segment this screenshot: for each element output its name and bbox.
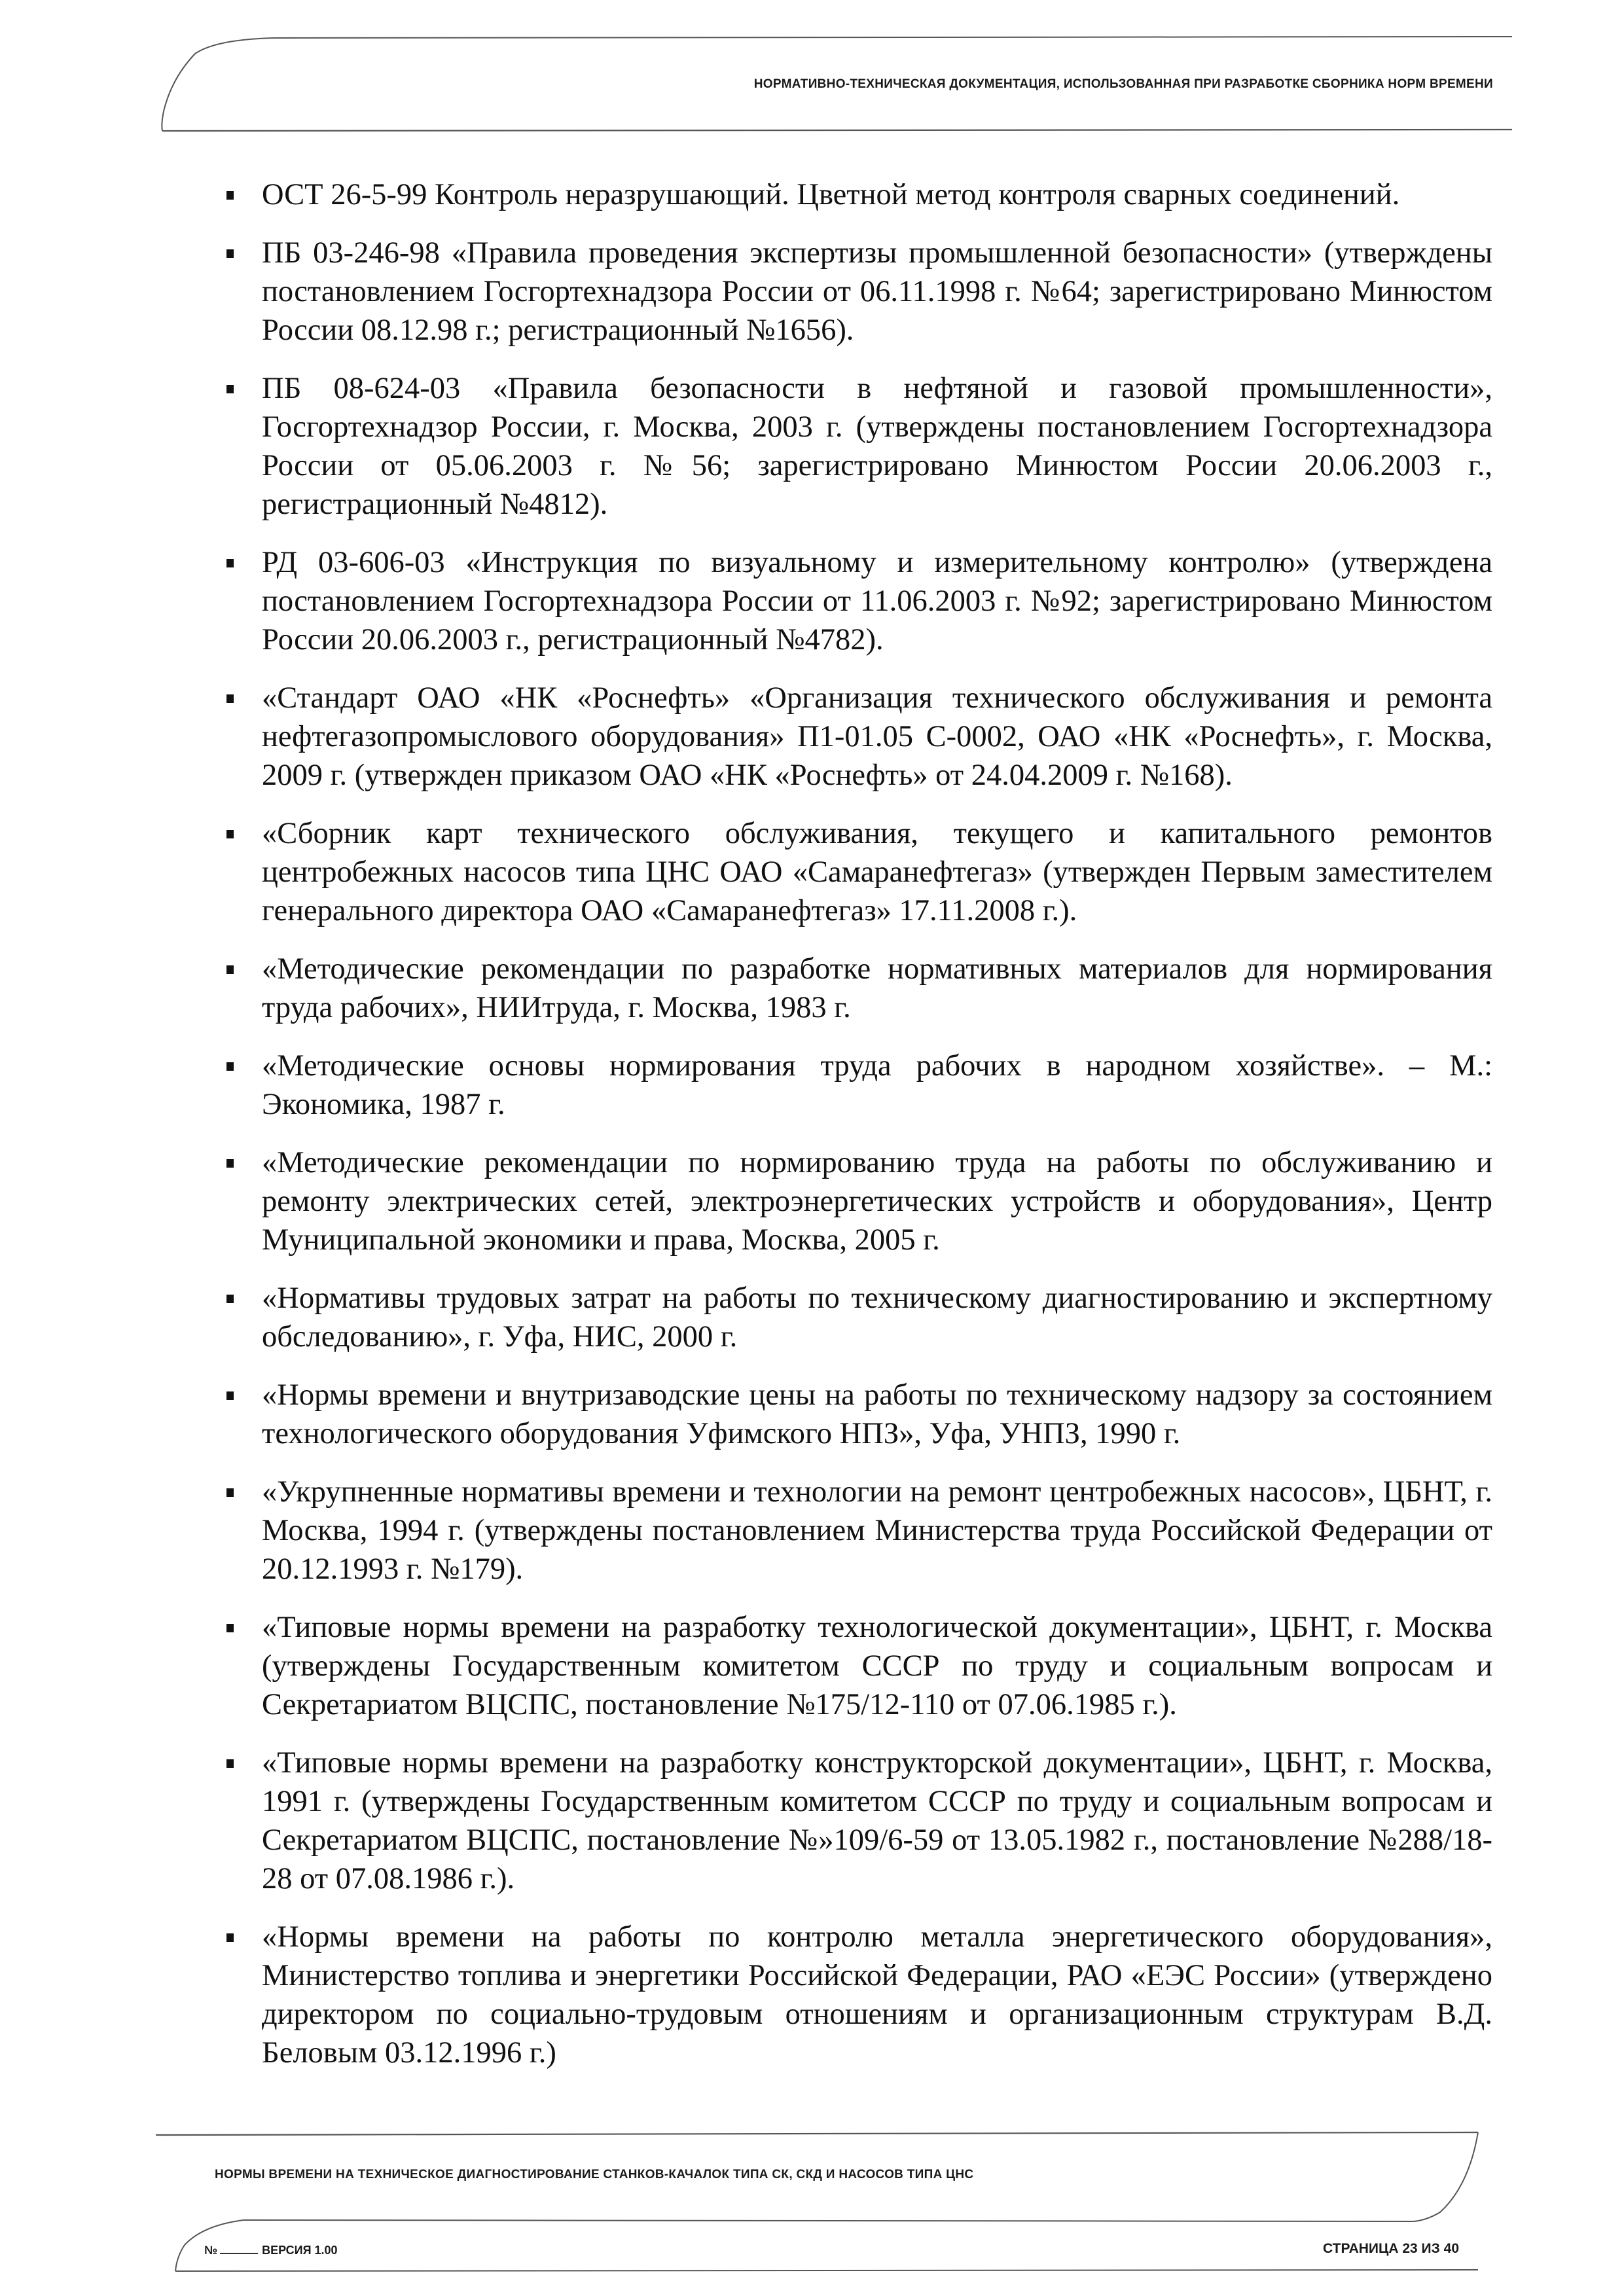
list-item-text: «Методические рекомендации по нормированию труда на работы по обслуживанию и ремонту электрических сетей, электроэнергетических устройств и оборудования», Центр Муниципальной экономики и права, Москва, 2005 г. xyxy=(262,1146,1492,1257)
bullet-icon xyxy=(226,1391,234,1400)
list-item xyxy=(262,1918,1492,2072)
list-item xyxy=(262,679,1492,795)
bullet-icon xyxy=(226,1624,234,1632)
list-item-text: «Стандарт ОАО «НК «Роснефть» «Организация технического обслуживания и ремонта нефтегазопромыслового оборудования» П1-01.05 С-0002, ОАО «НК «Роснефть», г. Москва, 2009 г. (утвержден приказом ОАО «НК «Роснефть» от 24.04.2009 г. №168). xyxy=(262,681,1492,792)
header-frame-bottom-line xyxy=(162,130,1512,131)
list-item xyxy=(262,1376,1492,1453)
footer-version xyxy=(204,2244,338,2257)
footer-frame-top-line xyxy=(156,2132,1478,2135)
bullet-icon xyxy=(226,1295,234,1303)
footer-frame-middle-line xyxy=(244,2220,1414,2221)
list-item-text: «Методические рекомендации по разработке нормативных материалов для нормирования труда рабочих», НИИтруда, г. Москва, 1983 г. xyxy=(262,952,1492,1024)
bullet-icon xyxy=(226,191,234,200)
list-item-text: «Типовые нормы времени на разработку конструкторской документации», ЦБНТ, г. Москва, 1991 г. (утверждены Государственным комитетом СССР по труду и социальным вопросам и Секретариатом ВЦСПС, постановление №»109/6-59 от 13.05.1982 г., постановление №288/18-28 от 07.08.1986 г.). xyxy=(262,1746,1492,1895)
footer-title: НОРМЫ ВРЕМЕНИ НА ТЕХНИЧЕСКОЕ ДИАГНОСТИРОВАНИЕ СТАНКОВ-КАЧАЛОК ТИПА СК, СКД И НАСОСОВ ТИПА ЦНС xyxy=(215,2168,974,2181)
list-item xyxy=(262,234,1492,350)
bullet-icon xyxy=(226,694,234,703)
list-item xyxy=(262,1047,1492,1124)
bullet-icon xyxy=(226,1933,234,1942)
footer-frame-right-curve xyxy=(1414,2132,1478,2221)
bullet-icon xyxy=(226,1159,234,1168)
bullet-icon xyxy=(226,830,234,838)
footer-frame-bottom-line xyxy=(175,2270,1478,2271)
footer-frame xyxy=(0,2081,1624,2296)
list-item-text: «Нормы времени на работы по контролю металла энергетического оборудования», Министерство топлива и энергетики Российской Федерации, РАО «ЕЭС России» (утверждено директором по социально-трудовым отношениям и организационным структурам В.Д. Беловым 03.12.1996 г.) xyxy=(262,1920,1492,2070)
list-item-text: «Методические основы нормирования труда рабочих в народном хозяйстве». – М.: Экономика, 1987 г. xyxy=(262,1049,1492,1121)
list-item-text: ОСТ 26-5-99 Контроль неразрушающий. Цветной метод контроля сварных соединений. xyxy=(262,178,1400,211)
bullet-icon xyxy=(226,1488,234,1497)
bullet-icon xyxy=(226,249,234,258)
list-item-text: «Нормы времени и внутризаводские цены на работы по техническому надзору за состоянием технологического оборудования Уфимского НПЗ», Уфа, УНПЗ, 1990 г. xyxy=(262,1378,1492,1450)
bullet-icon xyxy=(226,1759,234,1768)
header-frame-left-curve xyxy=(162,54,195,131)
header-frame-top-line xyxy=(195,37,1512,54)
bullet-icon xyxy=(226,965,234,974)
list-item xyxy=(262,543,1492,659)
reference-list xyxy=(262,175,1492,2072)
list-item xyxy=(262,369,1492,524)
list-item-text: ПБ 08-624-03 «Правила безопасности в нефтяной и газовой промышленности», Госгортехнадзор России, г. Москва, 2003 г. (утверждены постановлением Госгортехнадзора России от 05.06.2003 г. №56; зарегистрировано Минюстом России 20.06.2003 г., регистрационный №4812). xyxy=(262,372,1492,521)
document-number-label: № xyxy=(204,2244,218,2257)
list-item xyxy=(262,175,1492,214)
document-body xyxy=(262,175,1492,2092)
list-item-text: «Нормативы трудовых затрат на работы по техническому диагностированию и экспертному обследованию», г. Уфа, НИС, 2000 г. xyxy=(262,1282,1492,1354)
version-label: ВЕРСИЯ 1.00 xyxy=(262,2244,338,2257)
list-item xyxy=(262,1143,1492,1259)
header-title: НОРМАТИВНО-ТЕХНИЧЕСКАЯ ДОКУМЕНТАЦИЯ, ИСПОЛЬЗОВАННАЯ ПРИ РАЗРАБОТКЕ СБОРНИКА НОРМ ВРЕМЕНИ xyxy=(753,77,1493,91)
list-item xyxy=(262,1473,1492,1588)
list-item xyxy=(262,1608,1492,1724)
list-item xyxy=(262,814,1492,930)
bullet-icon xyxy=(226,559,234,567)
list-item-text: «Укрупненные нормативы времени и технологии на ремонт центробежных насосов», ЦБНТ, г. Москва, 1994 г. (утверждены постановлением Министерства труда Российской Федерации от 20.12.1993 г. №179). xyxy=(262,1475,1492,1586)
list-item-text: РД 03-606-03 «Инструкция по визуальному и измерительному контролю» (утверждена постановлением Госгортехнадзора России от 11.06.2003 г. №92; зарегистрировано Минюстом России 20.06.2003 г., регистрационный №4782). xyxy=(262,546,1492,656)
list-item xyxy=(262,1279,1492,1356)
list-item xyxy=(262,1744,1492,1898)
list-item xyxy=(262,950,1492,1027)
bullet-icon xyxy=(226,1062,234,1071)
list-item-text: «Типовые нормы времени на разработку технологической документации», ЦБНТ, г. Москва (утверждены Государственным комитетом СССР по труду и социальным вопросам и Секретариатом ВЦСПС, постановление №175/12-110 от 07.06.1985 г.). xyxy=(262,1611,1492,1721)
page-counter: СТРАНИЦА 23 ИЗ 40 xyxy=(1322,2241,1459,2256)
document-number-blank xyxy=(220,2253,258,2254)
list-item-text: ПБ 03-246-98 «Правила проведения экспертизы промышленной безопасности» (утверждены постановлением Госгортехнадзора России от 06.11.1998 г. №64; зарегистрировано Минюстом России 08.12.98 г.; регистрационный №1656). xyxy=(262,236,1492,347)
bullet-icon xyxy=(226,385,234,393)
list-item-text: «Сборник карт технического обслуживания, текущего и капитального ремонтов центробежных насосов типа ЦНС ОАО «Самаранефтегаз» (утвержден Первым заместителем генерального директора ОАО «Самаранефтегаз» 17.11.2008 г.). xyxy=(262,817,1492,927)
